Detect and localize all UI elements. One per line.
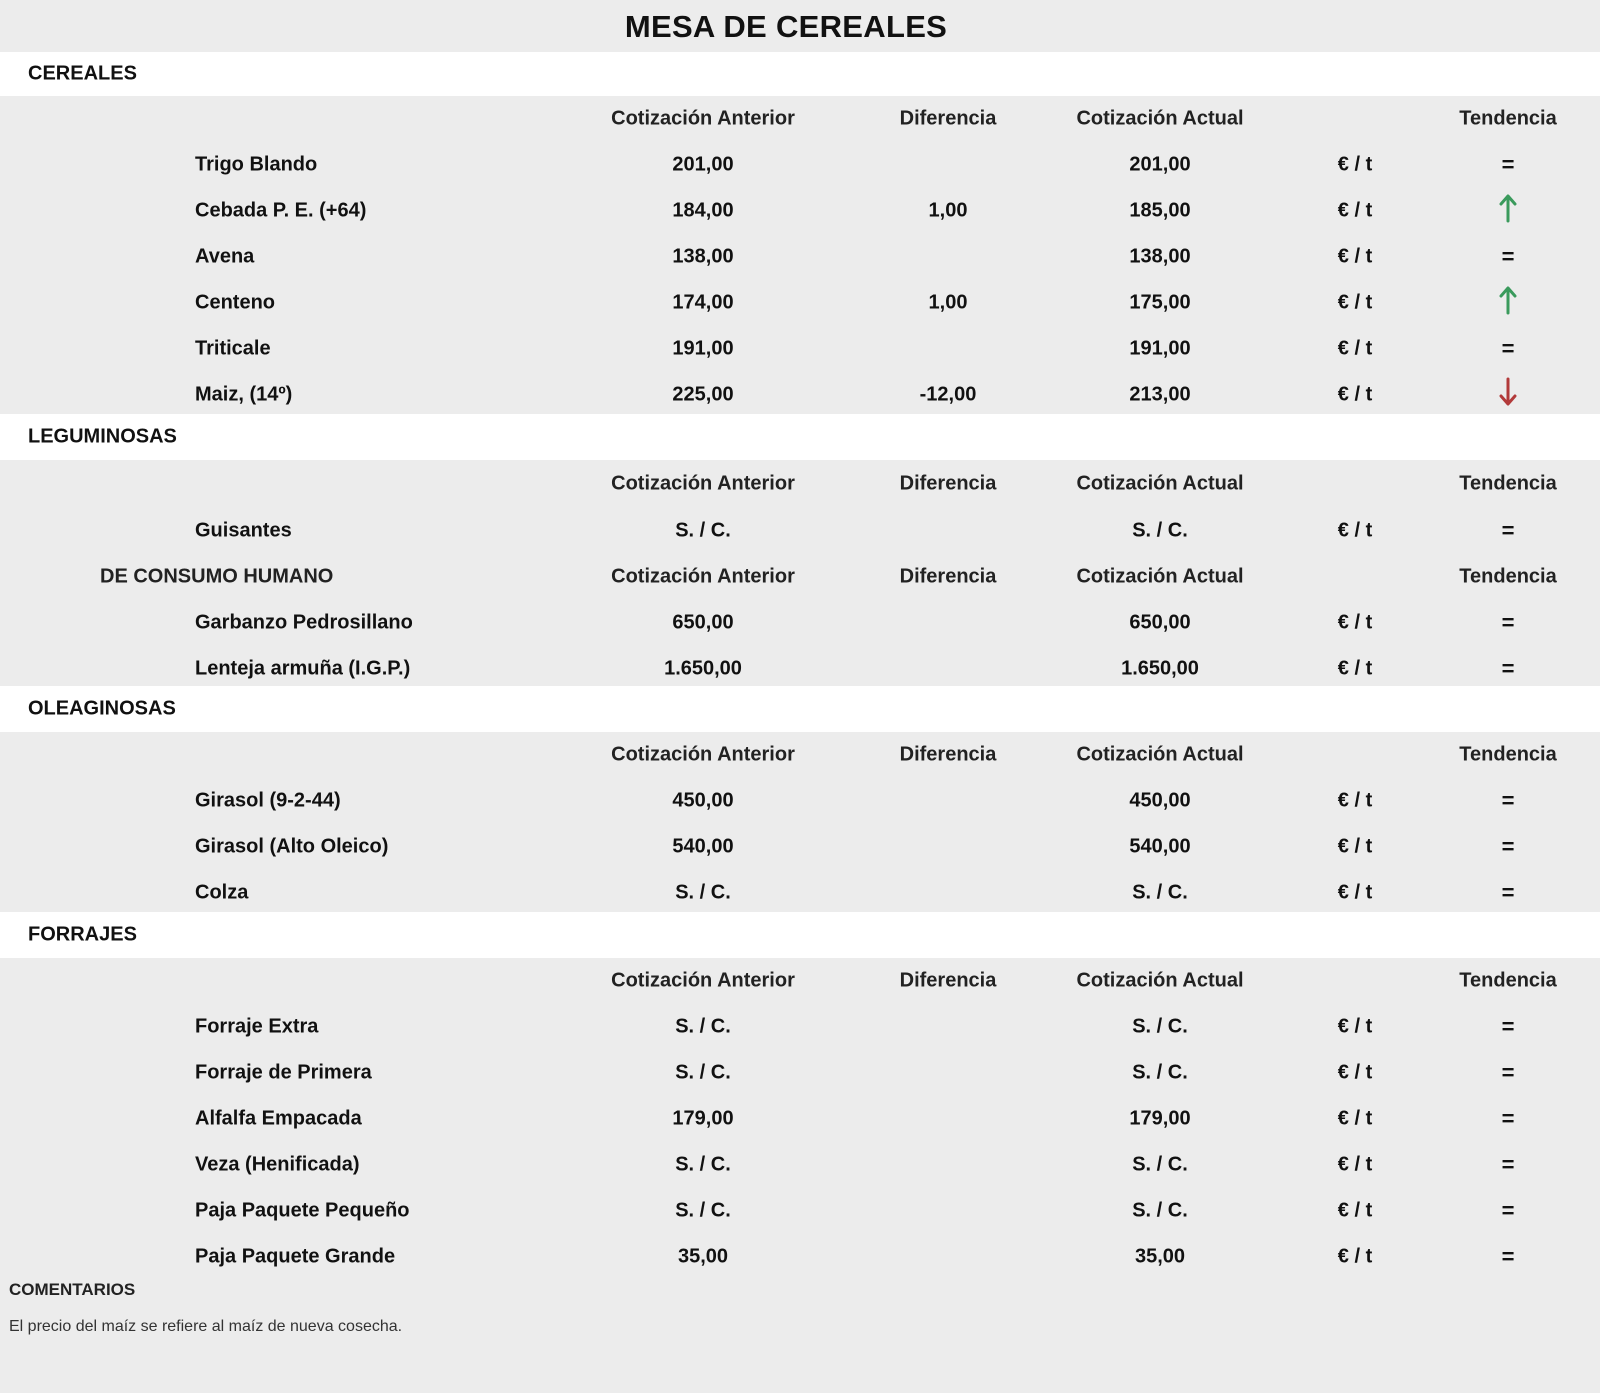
product-name: Trigo Blando: [195, 153, 318, 176]
table-row: [0, 1142, 1600, 1188]
section-title: CEREALES: [28, 62, 137, 85]
cotizacion-actual: 179,00: [1129, 1107, 1191, 1130]
cotizacion-actual: S. / C.: [1132, 1153, 1188, 1176]
cotizacion-anterior: 225,00: [672, 383, 734, 406]
cotizacion-anterior: S. / C.: [675, 1015, 731, 1038]
equal-trend-icon: =: [1501, 152, 1515, 177]
cotizacion-anterior: 540,00: [672, 835, 734, 858]
section-forrajes: [0, 958, 1600, 1393]
section-header-oleaginosas: [0, 686, 1600, 732]
comments: [9, 1280, 402, 1336]
unit: € / t: [1337, 1107, 1373, 1130]
unit: € / t: [1337, 337, 1373, 360]
table-row: [0, 1234, 1600, 1280]
unit: € / t: [1337, 1061, 1373, 1084]
equal-trend-icon: =: [1501, 336, 1515, 361]
cotizacion-anterior: 201,00: [672, 153, 734, 176]
arrow-up-icon: [1498, 193, 1518, 229]
section-header-cereales: [0, 52, 1600, 96]
table-row: [0, 234, 1600, 280]
page-title: MESA DE CEREALES: [624, 9, 948, 44]
header-actual: Cotización Actual: [1076, 565, 1244, 588]
equal-trend-icon: =: [1501, 244, 1515, 269]
cotizacion-actual: S. / C.: [1132, 1015, 1188, 1038]
product-name: Forraje Extra: [195, 1015, 319, 1038]
cotizacion-actual: 35,00: [1134, 1245, 1186, 1268]
arrow-down-icon: [1498, 377, 1518, 413]
diferencia: 1,00: [928, 291, 968, 314]
table-row: [0, 600, 1600, 646]
unit: € / t: [1337, 611, 1373, 634]
table-row: [0, 870, 1600, 916]
cotizacion-actual: S. / C.: [1132, 1199, 1188, 1222]
cotizacion-anterior: S. / C.: [675, 519, 731, 542]
unit: € / t: [1337, 519, 1373, 542]
cotizacion-anterior: S. / C.: [675, 1061, 731, 1084]
product-name: Cebada P. E. (+64): [195, 199, 367, 222]
cotizacion-actual: S. / C.: [1132, 881, 1188, 904]
table-row: [0, 508, 1600, 554]
section-oleaginosas: [0, 732, 1600, 912]
table-row: [0, 326, 1600, 372]
unit: € / t: [1337, 1245, 1373, 1268]
cotizacion-actual: S. / C.: [1132, 1061, 1188, 1084]
unit: € / t: [1337, 657, 1373, 680]
cotizacion-anterior: S. / C.: [675, 1153, 731, 1176]
cotizacion-anterior: 191,00: [672, 337, 734, 360]
unit: € / t: [1337, 1015, 1373, 1038]
column-header-row: [0, 732, 1600, 778]
cotizacion-actual: 450,00: [1129, 789, 1191, 812]
product-name: Paja Paquete Grande: [195, 1245, 396, 1268]
cotizacion-actual: 1.650,00: [1121, 657, 1199, 680]
section-title: OLEAGINOSAS: [28, 697, 176, 720]
cotizacion-anterior: S. / C.: [675, 1199, 731, 1222]
unit: € / t: [1337, 835, 1373, 858]
table-row: [0, 1050, 1600, 1096]
table-row: [0, 142, 1600, 188]
equal-trend-icon: =: [1501, 1244, 1515, 1269]
cotizacion-actual: 213,00: [1129, 383, 1191, 406]
comments-title: COMENTARIOS: [9, 1280, 136, 1299]
header-diferencia: Diferencia: [899, 565, 997, 588]
table-row: [0, 778, 1600, 824]
header-actual: Cotización Actual: [1076, 107, 1244, 130]
equal-trend-icon: =: [1501, 610, 1515, 635]
unit: € / t: [1337, 245, 1373, 268]
unit: € / t: [1337, 789, 1373, 812]
cotizacion-actual: 540,00: [1129, 835, 1191, 858]
cotizacion-anterior: 450,00: [672, 789, 734, 812]
cotizacion-anterior: 1.650,00: [664, 657, 742, 680]
product-name: Veza (Henificada): [195, 1153, 360, 1176]
equal-trend-icon: =: [1501, 880, 1515, 905]
product-name: Lenteja armuña (I.G.P.): [195, 657, 411, 680]
product-name: Forraje de Primera: [195, 1061, 372, 1084]
header-diferencia: Diferencia: [899, 969, 997, 992]
product-name: Girasol (Alto Oleico): [195, 835, 389, 858]
equal-trend-icon: =: [1501, 656, 1515, 681]
column-header-row: [0, 958, 1600, 1004]
product-name: Centeno: [195, 291, 275, 314]
cotizacion-anterior: 184,00: [672, 199, 734, 222]
section-cereales: [0, 96, 1600, 414]
unit: € / t: [1337, 199, 1373, 222]
header-diferencia: Diferencia: [899, 107, 997, 130]
header-tendencia: Tendencia: [1459, 969, 1557, 992]
cotizacion-anterior: 179,00: [672, 1107, 734, 1130]
table-row: [0, 188, 1600, 234]
cotizacion-anterior: 650,00: [672, 611, 734, 634]
table-row: [0, 280, 1600, 326]
equal-trend-icon: =: [1501, 1060, 1515, 1085]
cotizacion-actual: 175,00: [1129, 291, 1191, 314]
equal-trend-icon: =: [1501, 834, 1515, 859]
header-anterior: Cotización Anterior: [611, 472, 795, 495]
header-actual: Cotización Actual: [1076, 969, 1244, 992]
cotizacion-actual: S. / C.: [1132, 519, 1188, 542]
section-title: FORRAJES: [28, 923, 137, 946]
section-header-leguminosas: [0, 414, 1600, 460]
equal-trend-icon: =: [1501, 788, 1515, 813]
header-tendencia: Tendencia: [1459, 743, 1557, 766]
cotizacion-actual: 201,00: [1129, 153, 1191, 176]
column-header-row: [0, 460, 1600, 508]
cotizacion-actual: 650,00: [1129, 611, 1191, 634]
product-name: Alfalfa Empacada: [195, 1107, 362, 1130]
column-header-row: [0, 96, 1600, 142]
header-tendencia: Tendencia: [1459, 107, 1557, 130]
diferencia: 1,00: [928, 199, 968, 222]
product-name: Maiz, (14º): [195, 383, 293, 406]
cotizacion-anterior: 35,00: [677, 1245, 729, 1268]
product-name: Garbanzo Pedrosillano: [195, 611, 413, 634]
header-anterior: Cotización Anterior: [611, 969, 795, 992]
section-header-forrajes: [0, 912, 1600, 958]
cotizacion-anterior: 138,00: [672, 245, 734, 268]
product-name: Triticale: [195, 337, 271, 360]
product-name: Colza: [195, 881, 249, 904]
table-row: [0, 1188, 1600, 1234]
unit: € / t: [1337, 291, 1373, 314]
equal-trend-icon: =: [1501, 1106, 1515, 1131]
header-anterior: Cotización Anterior: [611, 565, 795, 588]
title-band: [0, 0, 1600, 52]
unit: € / t: [1337, 881, 1373, 904]
section-leguminosas: [0, 460, 1600, 686]
equal-trend-icon: =: [1501, 1014, 1515, 1039]
table-row: [0, 1004, 1600, 1050]
cotizacion-anterior: 174,00: [672, 291, 734, 314]
header-tendencia: Tendencia: [1459, 472, 1557, 495]
cotizacion-actual: 185,00: [1129, 199, 1191, 222]
header-diferencia: Diferencia: [899, 472, 997, 495]
arrow-up-icon: [1498, 285, 1518, 321]
equal-trend-icon: =: [1501, 1152, 1515, 1177]
header-actual: Cotización Actual: [1076, 743, 1244, 766]
product-name: Avena: [195, 245, 255, 268]
cotizacion-actual: 138,00: [1129, 245, 1191, 268]
header-tendencia: Tendencia: [1459, 565, 1557, 588]
table-row: [0, 372, 1600, 418]
product-name: Guisantes: [195, 519, 292, 542]
section-title: LEGUMINOSAS: [28, 425, 177, 448]
unit: € / t: [1337, 1153, 1373, 1176]
header-anterior: Cotización Anterior: [611, 107, 795, 130]
equal-trend-icon: =: [1501, 518, 1515, 543]
subsection-title: DE CONSUMO HUMANO: [100, 565, 334, 588]
subsection-header-row: [0, 554, 1600, 600]
header-diferencia: Diferencia: [899, 743, 997, 766]
header-anterior: Cotización Anterior: [611, 743, 795, 766]
equal-trend-icon: =: [1501, 1198, 1515, 1223]
product-name: Paja Paquete Pequeño: [195, 1199, 410, 1222]
table-row: [0, 824, 1600, 870]
product-name: Girasol (9-2-44): [195, 789, 341, 812]
unit: € / t: [1337, 153, 1373, 176]
table-row: [0, 1096, 1600, 1142]
comments-text: El precio del maíz se refiere al maíz de nueva cosecha.: [9, 1318, 403, 1335]
diferencia: -12,00: [919, 383, 977, 406]
header-actual: Cotización Actual: [1076, 472, 1244, 495]
cotizacion-actual: 191,00: [1129, 337, 1191, 360]
unit: € / t: [1337, 1199, 1373, 1222]
unit: € / t: [1337, 383, 1373, 406]
cotizacion-anterior: S. / C.: [675, 881, 731, 904]
